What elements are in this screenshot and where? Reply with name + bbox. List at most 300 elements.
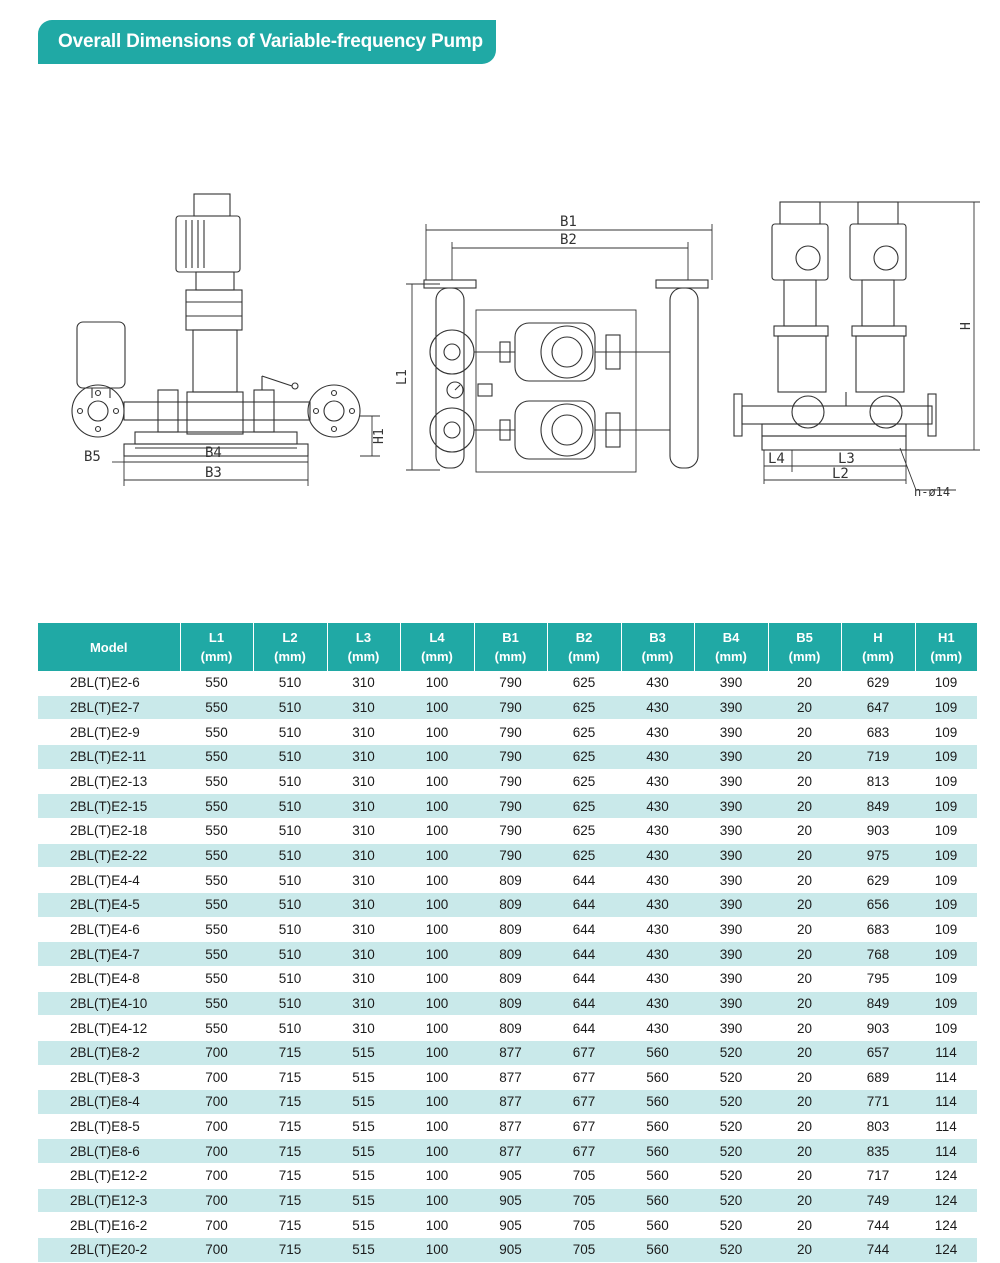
value-cell: 705 (547, 1238, 621, 1263)
value-cell: 550 (180, 1016, 253, 1041)
model-cell: 2BL(T)E2-11 (38, 744, 180, 769)
value-cell: 877 (474, 1090, 547, 1115)
table-row (38, 1090, 977, 1115)
label-l3: L3 (838, 451, 855, 467)
value-cell: 109 (915, 942, 977, 967)
value-cell: 20 (768, 942, 841, 967)
value-cell: 390 (694, 744, 768, 769)
value-cell: 510 (253, 769, 327, 794)
value-cell: 644 (547, 991, 621, 1016)
label-b2: B2 (560, 232, 577, 248)
value-cell: 677 (547, 1139, 621, 1164)
value-cell: 515 (327, 1090, 400, 1115)
dimensions-table (38, 623, 977, 1263)
value-cell: 20 (768, 1139, 841, 1164)
table-header-row (38, 623, 977, 671)
table-row (38, 671, 977, 695)
value-cell: 109 (915, 868, 977, 893)
value-cell: 100 (400, 818, 474, 843)
value-cell: 625 (547, 744, 621, 769)
value-cell: 515 (327, 1238, 400, 1263)
value-cell: 100 (400, 1090, 474, 1115)
model-cell: 2BL(T)E20-2 (38, 1238, 180, 1263)
value-cell: 510 (253, 720, 327, 745)
value-cell: 430 (621, 892, 694, 917)
value-cell: 550 (180, 966, 253, 991)
value-cell: 809 (474, 892, 547, 917)
model-cell: 2BL(T)E2-9 (38, 720, 180, 745)
value-cell: 20 (768, 892, 841, 917)
value-cell: 560 (621, 1040, 694, 1065)
value-cell: 550 (180, 818, 253, 843)
value-cell: 20 (768, 1114, 841, 1139)
value-cell: 109 (915, 843, 977, 868)
value-cell: 20 (768, 1090, 841, 1115)
table-row (38, 868, 977, 893)
value-cell: 809 (474, 1016, 547, 1041)
value-cell: 390 (694, 818, 768, 843)
value-cell: 629 (841, 868, 915, 893)
value-cell: 109 (915, 720, 977, 745)
value-cell: 20 (768, 744, 841, 769)
table-row (38, 720, 977, 745)
value-cell: 625 (547, 843, 621, 868)
model-cell: 2BL(T)E16-2 (38, 1213, 180, 1238)
value-cell: 20 (768, 1016, 841, 1041)
value-cell: 510 (253, 917, 327, 942)
value-cell: 510 (253, 942, 327, 967)
value-cell: 677 (547, 1090, 621, 1115)
value-cell: 719 (841, 744, 915, 769)
value-cell: 790 (474, 671, 547, 695)
value-cell: 124 (915, 1238, 977, 1263)
value-cell: 790 (474, 769, 547, 794)
value-cell: 109 (915, 744, 977, 769)
value-cell: 100 (400, 1238, 474, 1263)
value-cell: 700 (180, 1188, 253, 1213)
value-cell: 100 (400, 942, 474, 967)
value-cell: 705 (547, 1164, 621, 1189)
value-cell: 100 (400, 1164, 474, 1189)
value-cell: 550 (180, 695, 253, 720)
value-cell: 310 (327, 966, 400, 991)
value-cell: 430 (621, 843, 694, 868)
model-cell: 2BL(T)E8-6 (38, 1139, 180, 1164)
value-cell: 430 (621, 744, 694, 769)
value-cell: 744 (841, 1213, 915, 1238)
table-row (38, 1188, 977, 1213)
value-cell: 700 (180, 1090, 253, 1115)
table-row (38, 1139, 977, 1164)
value-cell: 310 (327, 892, 400, 917)
value-cell: 644 (547, 917, 621, 942)
value-cell: 744 (841, 1238, 915, 1263)
value-cell: 109 (915, 794, 977, 819)
model-cell: 2BL(T)E4-10 (38, 991, 180, 1016)
value-cell: 771 (841, 1090, 915, 1115)
value-cell: 310 (327, 671, 400, 695)
value-cell: 677 (547, 1065, 621, 1090)
value-cell: 520 (694, 1040, 768, 1065)
value-cell: 390 (694, 917, 768, 942)
value-cell: 100 (400, 671, 474, 695)
value-cell: 20 (768, 843, 841, 868)
value-cell: 644 (547, 966, 621, 991)
value-cell: 100 (400, 769, 474, 794)
manifold-pipe (124, 402, 310, 420)
table-row (38, 966, 977, 991)
model-cell: 2BL(T)E4-4 (38, 868, 180, 893)
value-cell: 510 (253, 1016, 327, 1041)
value-cell: 520 (694, 1065, 768, 1090)
value-cell: 100 (400, 1188, 474, 1213)
value-cell: 310 (327, 843, 400, 868)
value-cell: 430 (621, 671, 694, 695)
value-cell: 644 (547, 942, 621, 967)
dimension-drawings (0, 180, 1000, 520)
value-cell: 100 (400, 868, 474, 893)
value-cell: 124 (915, 1213, 977, 1238)
value-cell: 629 (841, 671, 915, 695)
table-row (38, 843, 977, 868)
value-cell: 560 (621, 1213, 694, 1238)
value-cell: 515 (327, 1040, 400, 1065)
table-row (38, 942, 977, 967)
value-cell: 700 (180, 1139, 253, 1164)
value-cell: 683 (841, 917, 915, 942)
inlet-flange-left (72, 385, 124, 437)
suction-manifold (436, 288, 464, 468)
value-cell: 430 (621, 695, 694, 720)
value-cell: 109 (915, 818, 977, 843)
value-cell: 310 (327, 1016, 400, 1041)
value-cell: 809 (474, 868, 547, 893)
model-cell: 2BL(T)E8-3 (38, 1065, 180, 1090)
discharge-manifold (670, 288, 698, 468)
label-l4: L4 (768, 451, 785, 467)
label-l1: L1 (395, 369, 410, 385)
section-title: Overall Dimensions of Variable-frequency Pump (58, 31, 483, 52)
value-cell: 390 (694, 868, 768, 893)
value-cell: 510 (253, 744, 327, 769)
value-cell: 20 (768, 991, 841, 1016)
value-cell: 550 (180, 794, 253, 819)
value-cell: 905 (474, 1188, 547, 1213)
top-view-drawing (406, 224, 712, 472)
value-cell: 100 (400, 1114, 474, 1139)
value-cell: 114 (915, 1114, 977, 1139)
value-cell: 109 (915, 917, 977, 942)
model-cell: 2BL(T)E12-2 (38, 1164, 180, 1189)
value-cell: 625 (547, 695, 621, 720)
value-cell: 689 (841, 1065, 915, 1090)
pump-coupling (186, 290, 242, 330)
value-cell: 430 (621, 818, 694, 843)
value-cell: 560 (621, 1188, 694, 1213)
value-cell: 560 (621, 1164, 694, 1189)
value-cell: 877 (474, 1139, 547, 1164)
value-cell: 100 (400, 695, 474, 720)
label-b3: B3 (205, 465, 222, 481)
table-row (38, 917, 977, 942)
value-cell: 390 (694, 671, 768, 695)
label-l2: L2 (832, 466, 849, 482)
value-cell: 877 (474, 1040, 547, 1065)
value-cell: 905 (474, 1213, 547, 1238)
value-cell: 510 (253, 966, 327, 991)
value-cell: 768 (841, 942, 915, 967)
value-cell: 310 (327, 695, 400, 720)
value-cell: 100 (400, 966, 474, 991)
pump-drawings-svg (0, 180, 1000, 520)
value-cell: 809 (474, 966, 547, 991)
value-cell: 100 (400, 720, 474, 745)
value-cell: 109 (915, 671, 977, 695)
value-cell: 20 (768, 917, 841, 942)
model-cell: 2BL(T)E8-4 (38, 1090, 180, 1115)
value-cell: 849 (841, 991, 915, 1016)
value-cell: 510 (253, 892, 327, 917)
table-row (38, 1213, 977, 1238)
front-motor-2 (850, 224, 906, 280)
value-cell: 20 (768, 671, 841, 695)
value-cell: 550 (180, 843, 253, 868)
value-cell: 430 (621, 720, 694, 745)
value-cell: 109 (915, 1016, 977, 1041)
value-cell: 700 (180, 1040, 253, 1065)
table-row (38, 1114, 977, 1139)
value-cell: 310 (327, 818, 400, 843)
value-cell: 520 (694, 1238, 768, 1263)
model-cell: 2BL(T)E4-7 (38, 942, 180, 967)
value-cell: 20 (768, 720, 841, 745)
value-cell: 310 (327, 794, 400, 819)
model-cell: 2BL(T)E2-6 (38, 671, 180, 695)
header-l2: L2 (mm) (253, 623, 327, 671)
value-cell: 109 (915, 966, 977, 991)
value-cell: 715 (253, 1238, 327, 1263)
label-h1: H1 (372, 428, 387, 444)
model-cell: 2BL(T)E2-18 (38, 818, 180, 843)
value-cell: 390 (694, 892, 768, 917)
value-cell: 430 (621, 868, 694, 893)
table-row (38, 769, 977, 794)
section-title-banner (38, 20, 496, 64)
front-base (762, 436, 906, 450)
value-cell: 390 (694, 1016, 768, 1041)
model-cell: 2BL(T)E4-8 (38, 966, 180, 991)
value-cell: 390 (694, 695, 768, 720)
value-cell: 715 (253, 1040, 327, 1065)
value-cell: 749 (841, 1188, 915, 1213)
value-cell: 100 (400, 1016, 474, 1041)
model-cell: 2BL(T)E2-15 (38, 794, 180, 819)
value-cell: 310 (327, 991, 400, 1016)
value-cell: 560 (621, 1238, 694, 1263)
label-b5: B5 (84, 449, 101, 465)
value-cell: 790 (474, 794, 547, 819)
value-cell: 390 (694, 794, 768, 819)
value-cell: 877 (474, 1114, 547, 1139)
value-cell: 109 (915, 991, 977, 1016)
value-cell: 124 (915, 1164, 977, 1189)
value-cell: 430 (621, 942, 694, 967)
header-b4: B4 (mm) (694, 623, 768, 671)
value-cell: 515 (327, 1188, 400, 1213)
header-l3: L3 (mm) (327, 623, 400, 671)
value-cell: 905 (474, 1164, 547, 1189)
value-cell: 550 (180, 868, 253, 893)
header-h1: H1 (mm) (915, 623, 977, 671)
value-cell: 677 (547, 1040, 621, 1065)
value-cell: 809 (474, 942, 547, 967)
front-view-drawing (734, 202, 980, 490)
value-cell: 510 (253, 991, 327, 1016)
value-cell: 310 (327, 868, 400, 893)
value-cell: 550 (180, 892, 253, 917)
table-row (38, 818, 977, 843)
value-cell: 656 (841, 892, 915, 917)
value-cell: 705 (547, 1188, 621, 1213)
table-row (38, 1040, 977, 1065)
model-cell: 2BL(T)E8-5 (38, 1114, 180, 1139)
value-cell: 700 (180, 1065, 253, 1090)
value-cell: 625 (547, 818, 621, 843)
table-row (38, 1016, 977, 1041)
value-cell: 717 (841, 1164, 915, 1189)
value-cell: 20 (768, 1213, 841, 1238)
value-cell: 625 (547, 794, 621, 819)
model-cell: 2BL(T)E4-5 (38, 892, 180, 917)
value-cell: 809 (474, 917, 547, 942)
value-cell: 310 (327, 917, 400, 942)
value-cell: 550 (180, 991, 253, 1016)
value-cell: 520 (694, 1164, 768, 1189)
value-cell: 109 (915, 695, 977, 720)
value-cell: 715 (253, 1213, 327, 1238)
value-cell: 114 (915, 1065, 977, 1090)
value-cell: 20 (768, 769, 841, 794)
expansion-tank (77, 322, 125, 388)
value-cell: 790 (474, 744, 547, 769)
value-cell: 849 (841, 794, 915, 819)
model-cell: 2BL(T)E8-2 (38, 1040, 180, 1065)
value-cell: 715 (253, 1139, 327, 1164)
value-cell: 809 (474, 991, 547, 1016)
value-cell: 520 (694, 1139, 768, 1164)
label-hole: n-ø14 (914, 485, 951, 499)
value-cell: 550 (180, 744, 253, 769)
value-cell: 903 (841, 818, 915, 843)
value-cell: 515 (327, 1213, 400, 1238)
header-model: Model (38, 623, 180, 671)
value-cell: 560 (621, 1114, 694, 1139)
value-cell: 520 (694, 1213, 768, 1238)
table-row (38, 794, 977, 819)
value-cell: 109 (915, 769, 977, 794)
value-cell: 550 (180, 671, 253, 695)
value-cell: 430 (621, 769, 694, 794)
value-cell: 310 (327, 744, 400, 769)
value-cell: 124 (915, 1188, 977, 1213)
value-cell: 905 (474, 1238, 547, 1263)
value-cell: 560 (621, 1139, 694, 1164)
value-cell: 20 (768, 868, 841, 893)
value-cell: 515 (327, 1164, 400, 1189)
value-cell: 644 (547, 892, 621, 917)
model-cell: 2BL(T)E2-13 (38, 769, 180, 794)
value-cell: 430 (621, 991, 694, 1016)
value-cell: 430 (621, 917, 694, 942)
label-b4: B4 (205, 445, 222, 461)
value-cell: 430 (621, 794, 694, 819)
header-b5: B5 (mm) (768, 623, 841, 671)
value-cell: 390 (694, 991, 768, 1016)
value-cell: 715 (253, 1164, 327, 1189)
header-b2: B2 (mm) (547, 623, 621, 671)
label-h: H (959, 322, 974, 330)
label-b1: B1 (560, 214, 577, 230)
value-cell: 520 (694, 1114, 768, 1139)
value-cell: 310 (327, 720, 400, 745)
value-cell: 705 (547, 1213, 621, 1238)
value-cell: 550 (180, 942, 253, 967)
value-cell: 644 (547, 1016, 621, 1041)
front-header-pipe (742, 406, 932, 424)
value-cell: 700 (180, 1213, 253, 1238)
value-cell: 625 (547, 720, 621, 745)
value-cell: 790 (474, 818, 547, 843)
value-cell: 835 (841, 1139, 915, 1164)
value-cell: 510 (253, 695, 327, 720)
value-cell: 390 (694, 942, 768, 967)
value-cell: 715 (253, 1065, 327, 1090)
value-cell: 20 (768, 1164, 841, 1189)
value-cell: 560 (621, 1090, 694, 1115)
value-cell: 100 (400, 794, 474, 819)
header-h: H (mm) (841, 623, 915, 671)
value-cell: 625 (547, 671, 621, 695)
model-cell: 2BL(T)E12-3 (38, 1188, 180, 1213)
front-motor-1 (772, 224, 828, 280)
value-cell: 114 (915, 1139, 977, 1164)
value-cell: 114 (915, 1090, 977, 1115)
value-cell: 790 (474, 695, 547, 720)
value-cell: 510 (253, 671, 327, 695)
value-cell: 520 (694, 1188, 768, 1213)
value-cell: 20 (768, 818, 841, 843)
value-cell: 20 (768, 1040, 841, 1065)
value-cell: 790 (474, 720, 547, 745)
table-row (38, 695, 977, 720)
value-cell: 515 (327, 1139, 400, 1164)
value-cell: 390 (694, 720, 768, 745)
value-cell: 100 (400, 917, 474, 942)
header-b3: B3 (mm) (621, 623, 694, 671)
value-cell: 20 (768, 794, 841, 819)
value-cell: 550 (180, 720, 253, 745)
value-cell: 903 (841, 1016, 915, 1041)
value-cell: 20 (768, 1188, 841, 1213)
value-cell: 700 (180, 1114, 253, 1139)
value-cell: 975 (841, 843, 915, 868)
value-cell: 657 (841, 1040, 915, 1065)
value-cell: 100 (400, 892, 474, 917)
value-cell: 20 (768, 695, 841, 720)
table-body (38, 671, 977, 1262)
value-cell: 550 (180, 769, 253, 794)
value-cell: 390 (694, 843, 768, 868)
